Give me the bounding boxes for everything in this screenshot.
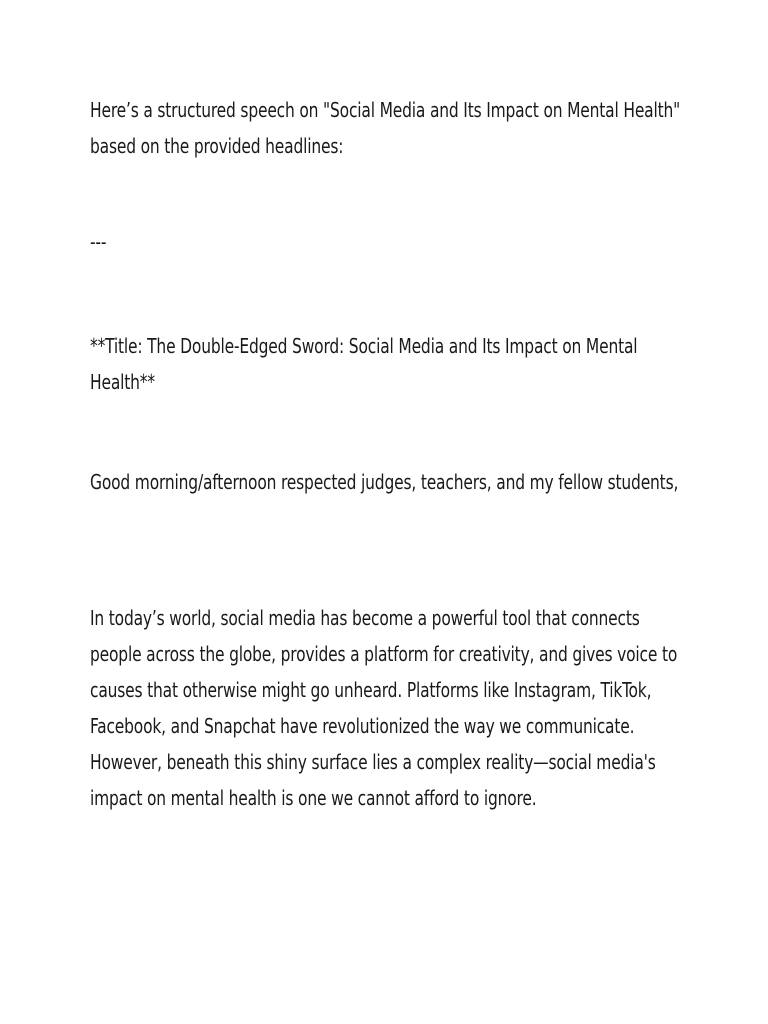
body-paragraph: In today’s world, social media has become a powerful tool that connects people across the globe, provides a platform for creativity, and gives voice to causes that otherwise might go unheard. Platforms like Instagram, TikTok, Facebook, and Snapchat have revolutionized the way we communicate. However, beneath this shiny surface lies a complex reality—social media's impact on mental health is one we cannot afford to ignore. — [90, 606, 678, 810]
section-separator: --- — [90, 230, 107, 254]
speech-title: **Title: The Double-Edged Sword: Social Media and Its Impact on Mental Health** — [90, 334, 638, 394]
intro-paragraph: Here’s a structured speech on "Social Media and Its Impact on Mental Health" based on the provided headlines: — [90, 98, 681, 158]
greeting-paragraph: Good morning/afternoon respected judges, teachers, and my fellow students, — [90, 470, 679, 494]
